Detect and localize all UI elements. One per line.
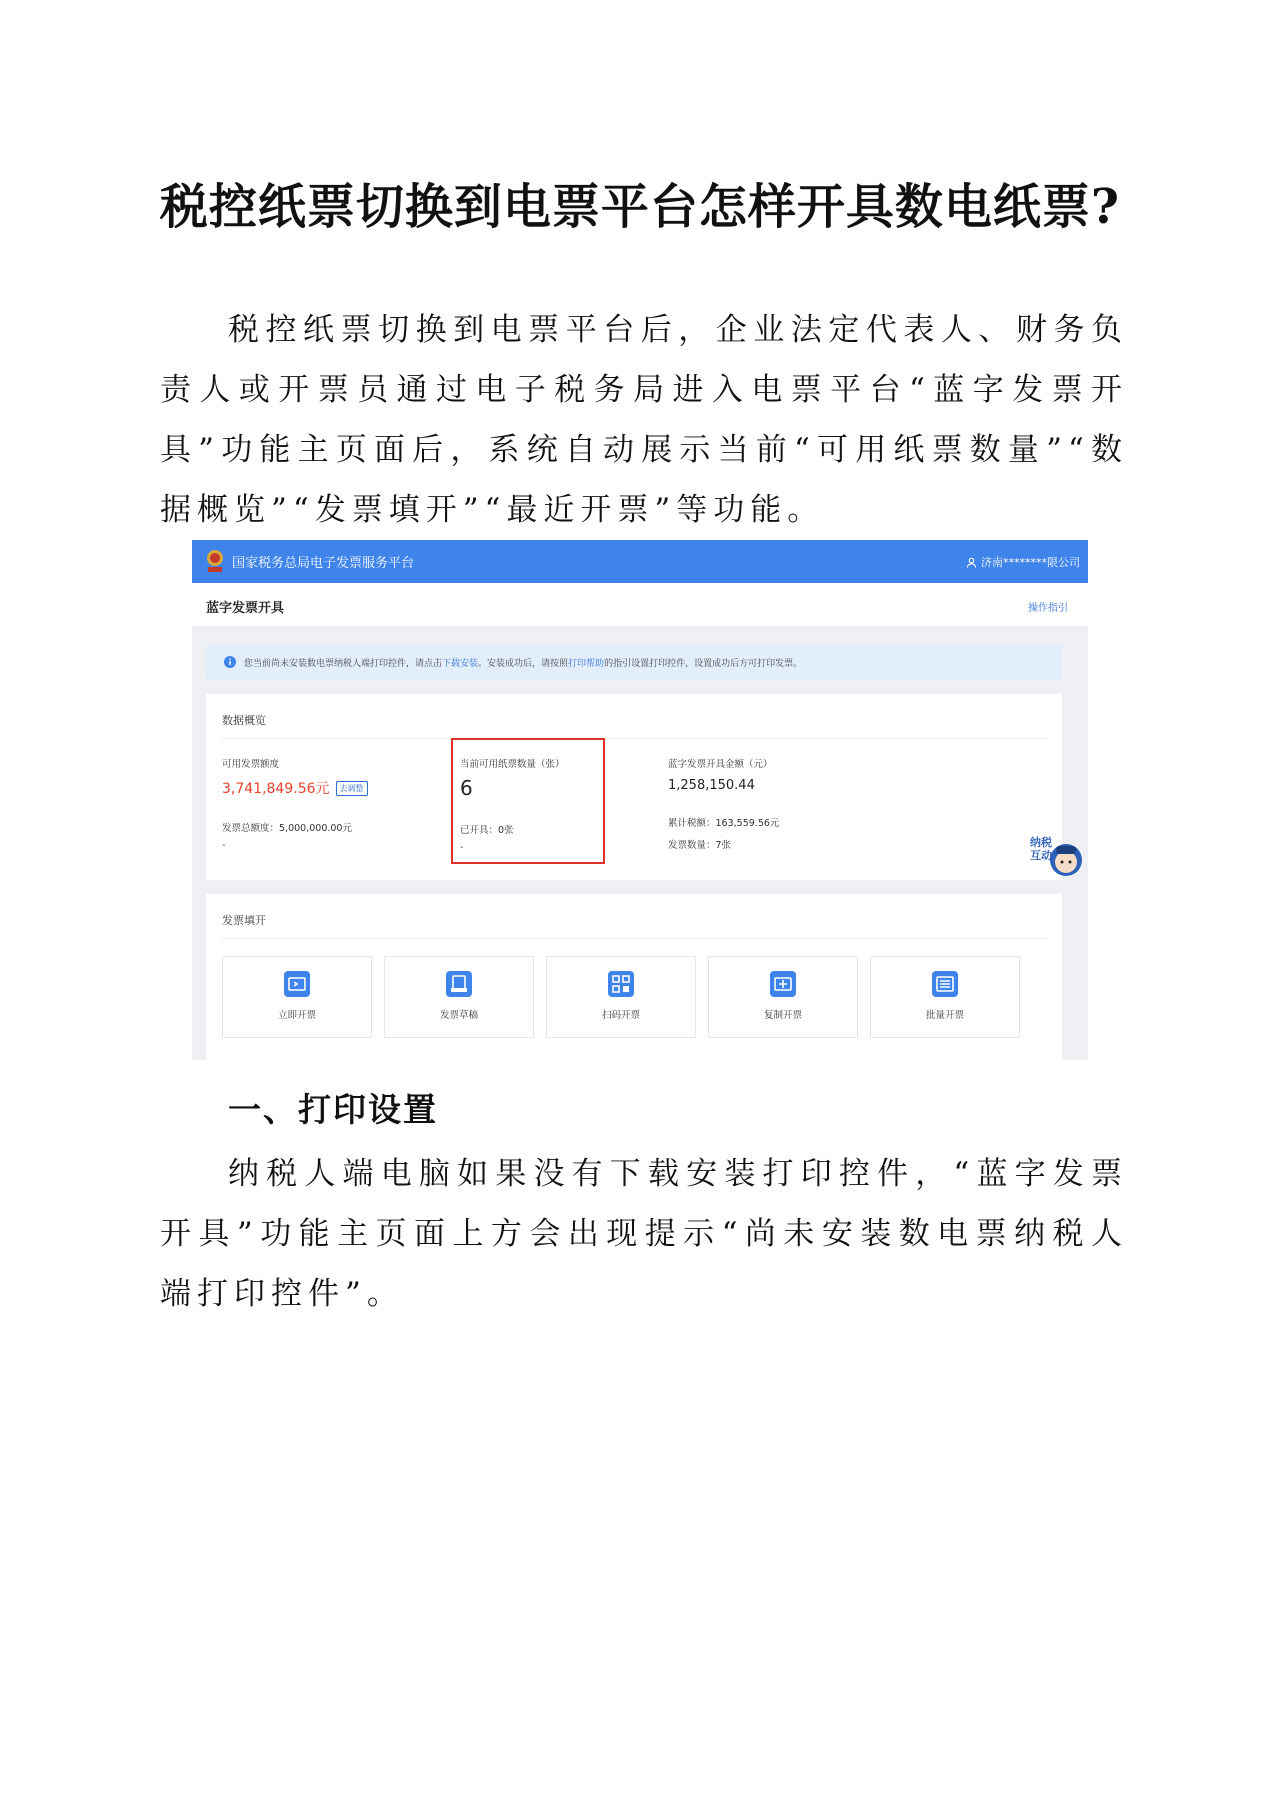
- issued-label: 已开具：: [460, 825, 499, 836]
- invoice-count-label: 发票数量：: [668, 840, 716, 851]
- download-install-link[interactable]: 下载安装: [442, 658, 479, 669]
- notice-text-before: 您当前尚未安装数电票纳税人端打印控件，请点击: [244, 658, 443, 669]
- tax-label: 累计税额：: [668, 818, 716, 829]
- draft-label: 发票草稿: [439, 1010, 478, 1021]
- mascot-text: 纳税互动: [1030, 836, 1052, 862]
- blue-amount-column: [668, 756, 779, 851]
- batch-label: 批量开票: [925, 1010, 964, 1021]
- document-title: 税控纸票切换到电票平台怎样开具数电纸票?: [159, 179, 1121, 235]
- available-quota-value: 3,741,849.56元: [222, 781, 330, 797]
- draft-card[interactable]: [384, 956, 534, 1038]
- info-icon: [224, 656, 236, 668]
- page-header: [192, 583, 1088, 626]
- invoice-fill-cards: [222, 956, 1020, 1038]
- notice-text-after: 的指引设置打印控件，设置成功后方可打印发票。: [604, 658, 803, 669]
- user-account[interactable]: [966, 554, 1080, 570]
- total-quota-label: 发票总额度：: [222, 823, 280, 834]
- paper-count-value: 6: [460, 776, 473, 800]
- user-name: 济南********限公司: [981, 556, 1080, 569]
- guide-link[interactable]: 操作指引: [1028, 603, 1068, 614]
- available-quota-label: 可用发票额度: [222, 759, 280, 770]
- paper-count-label: 当前可用纸票数量（张）: [460, 759, 565, 770]
- section-heading-print-settings: 一、打印设置: [228, 1090, 438, 1129]
- invoice-fill-divider: [222, 938, 1046, 939]
- draft-icon: [446, 971, 472, 997]
- batch-card[interactable]: [870, 956, 1020, 1038]
- copy-invoice-icon: [770, 971, 796, 997]
- available-quota-column: [222, 756, 368, 851]
- quota-dash: -: [222, 840, 226, 851]
- print-control-notice: [206, 644, 1062, 680]
- platform-topbar: [192, 540, 1088, 583]
- copy-card[interactable]: [708, 956, 858, 1038]
- invoice-fill-title: 发票填开: [222, 914, 266, 927]
- embedded-screenshot: [192, 540, 1088, 1060]
- qr-code-icon: [608, 971, 634, 997]
- copy-label: 复制开票: [763, 1010, 802, 1021]
- issued-value: 0张: [498, 825, 514, 836]
- intro-paragraph: 税控纸票切换到电票平台后，企业法定代表人、财务负责人或开票员通过电子税务局进入电票平台“蓝字发票开具”功能主页面后，系统自动展示当前“可用纸票数量”“数据概览”“发票填开”“最近开票”等功能。: [160, 312, 1128, 528]
- issue-now-card[interactable]: [222, 956, 372, 1038]
- total-quota-value: 5,000,000.00元: [279, 823, 352, 834]
- paper-dash: -: [460, 842, 464, 853]
- tax-interaction-mascot[interactable]: [1030, 830, 1088, 888]
- notice-text-middle: 。安装成功后，请按照: [478, 658, 569, 669]
- print-help-link[interactable]: 打印帮助: [568, 658, 605, 669]
- batch-invoice-icon: [932, 971, 958, 997]
- blue-amount-label: 蓝字发票开具金额（元）: [668, 759, 773, 770]
- blue-amount-value: 1,258,150.44: [668, 778, 755, 793]
- overview-title: 数据概览: [222, 714, 266, 727]
- invoice-now-icon: [284, 971, 310, 997]
- tax-value: 163,559.56元: [715, 818, 780, 829]
- invoice-fill-panel: [206, 894, 1062, 1060]
- scan-label: 扫码开票: [601, 1010, 640, 1021]
- data-overview-panel: [206, 694, 1062, 880]
- scan-card[interactable]: [546, 956, 696, 1038]
- user-icon: [966, 557, 977, 568]
- highlight-box: [451, 738, 605, 864]
- adjust-quota-button[interactable]: 去调整: [336, 781, 368, 796]
- page-heading: 蓝字发票开具: [206, 601, 285, 616]
- overview-divider: [222, 738, 1046, 739]
- issue-now-label: 立即开票: [277, 1010, 316, 1021]
- platform-name: 国家税务总局电子发票服务平台: [232, 556, 415, 571]
- tax-emblem-icon: [204, 548, 226, 574]
- print-settings-paragraph: 纳税人端电脑如果没有下载安装打印控件，“蓝字发票开具”功能主页面上方会出现提示“尚未安装数电票纳税人端打印控件”。: [160, 1156, 1128, 1312]
- invoice-count-value: 7张: [715, 840, 732, 851]
